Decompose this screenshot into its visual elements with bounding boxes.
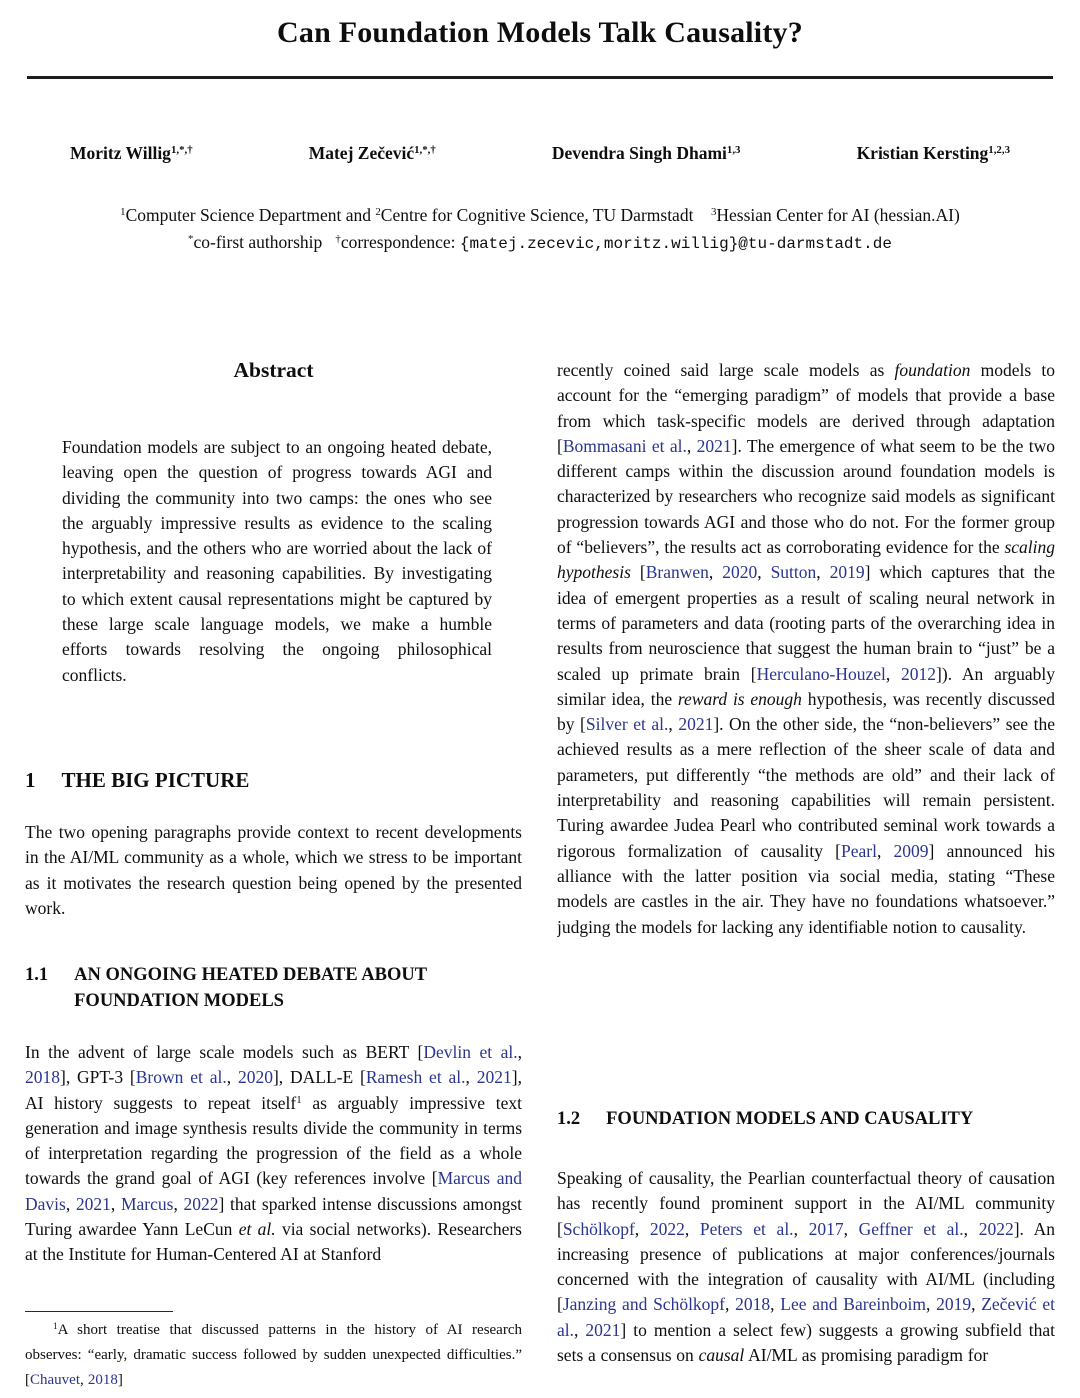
section-number: 1.1 (25, 965, 49, 985)
section-number: 1 (25, 768, 36, 792)
citation-link[interactable]: 2021 (476, 1067, 512, 1088)
section-title: THE BIG PICTURE (61, 768, 250, 792)
citation-link[interactable]: Marcus (120, 1193, 174, 1214)
text-segment: Computer Science Department and (125, 205, 376, 225)
text-segment: ] to mention a select few) suggests a growing subfield that sets a consensus on (557, 1319, 1055, 1366)
text-segment: , (757, 562, 771, 583)
author-affiliation-marks: 1,*,† (170, 144, 193, 157)
text-segment: ], AI history suggests to repeat itself (25, 1067, 522, 1113)
text-segment: , (925, 1294, 937, 1315)
citation-link[interactable]: Zečević et al. (557, 1294, 1055, 1340)
text-segment: , (574, 1319, 586, 1340)
citation-link[interactable]: Lee and Bareinboim (780, 1294, 926, 1315)
citation-link[interactable]: Marcus and Davis (25, 1168, 522, 1214)
text-segment: Centre for Cognitive Science, TU Darmstadt (380, 205, 694, 225)
text-segment: , (885, 663, 902, 684)
text-segment: In the advent of large scale models such as BERT [ (25, 1042, 424, 1062)
text-segment: Hessian Center for AI (hessian.AI) (716, 205, 960, 225)
citation-link[interactable]: 2018 (87, 1372, 118, 1388)
affiliation-block (25, 202, 1055, 258)
citation-link[interactable]: 2021 (585, 1319, 621, 1340)
text-segment: , (686, 435, 697, 456)
section-1-1-paragraph (25, 1040, 522, 1293)
text-segment: ], DALL-E [ (272, 1067, 366, 1088)
citation-link[interactable]: Silver et al. (585, 714, 669, 735)
citation-link[interactable]: 2020 (722, 562, 758, 583)
author-affiliation-marks: 1,2,3 (988, 144, 1010, 157)
text-segment: via social networks). Researchers at the Institute for Human-Centered AI at Stanford (25, 1219, 522, 1265)
text-segment: , (876, 840, 894, 861)
citation-link[interactable]: Devlin et al. (423, 1042, 518, 1062)
text-segment: , (770, 1294, 781, 1315)
authorship-note-line (25, 229, 1055, 258)
section-number: 1.2 (557, 1109, 581, 1129)
text-segment: , (668, 714, 679, 735)
citation-link[interactable]: 2019 (936, 1294, 972, 1315)
two-column-body (25, 358, 1055, 1396)
text-segment: correspondence: (340, 232, 460, 252)
text-segment: foundation (894, 360, 971, 380)
author-affiliation-marks: 1,3 (726, 144, 741, 157)
citation-link[interactable]: 2022 (649, 1218, 685, 1239)
text-segment: A short treatise that discussed patterns in the history of AI research observes: “early, dramatic success followed by sudden unexpected difficulties.” [ (25, 1322, 522, 1388)
author-affiliation-marks: 1,*,† (414, 144, 436, 157)
text-segment: , (971, 1294, 982, 1315)
text-segment: , (684, 1218, 700, 1239)
text-segment: ] which captures that the idea of emergent properties as a result of scaling neural network in terms of parameters and data (rooting parts of the overarching idea in results from neuroscience that suggest the human brain to “just” be a scaled up primate brain [ (557, 562, 1055, 684)
section-1-2-heading (557, 1106, 1055, 1132)
citation-link[interactable]: Brown et al. (135, 1067, 227, 1088)
citation-link[interactable]: 2021 (696, 435, 732, 456)
citation-link[interactable]: 2022 (978, 1218, 1014, 1239)
right-column (557, 358, 1055, 1396)
text-segment: , (65, 1193, 76, 1214)
citation-link[interactable]: Bommasani et al. (562, 435, 687, 456)
text-segment: Speaking of causality, the Pearlian counterfactual theory of causation has recently found prominent support in the AI/ML community [ (557, 1168, 1055, 1239)
text-segment: , (517, 1042, 522, 1062)
text-segment (693, 205, 711, 225)
section-1-1-heading (25, 962, 522, 1014)
section-1-heading (25, 768, 522, 793)
text-segment: hypothesis, was recently discussed by [ (557, 688, 1055, 735)
superscript-mark: 2 (375, 206, 381, 219)
superscript-mark: 1 (120, 206, 126, 219)
citation-link[interactable]: 2017 (808, 1218, 844, 1239)
left-column (25, 358, 522, 1396)
text-segment: , (963, 1218, 979, 1239)
citation-link[interactable]: 2019 (829, 562, 865, 583)
text-segment: recently coined said large scale models as (557, 360, 895, 380)
citation-link[interactable]: Schölkopf (562, 1218, 635, 1239)
text-segment: , (725, 1294, 736, 1315)
text-segment: , (465, 1067, 477, 1088)
text-segment: , (173, 1193, 184, 1214)
citation-link[interactable]: Ramesh et al. (365, 1067, 466, 1088)
paper-title: Can Foundation Models Talk Causality? (277, 16, 803, 49)
text-segment: , (110, 1193, 121, 1214)
citation-link[interactable]: 2009 (893, 840, 929, 861)
author-name: Devendra Singh Dhami$^{1,3}$ (551, 143, 741, 163)
citation-link[interactable]: Branwen (645, 562, 709, 583)
text-segment: , (226, 1067, 238, 1088)
citation-link[interactable]: Herculano-Houzel (756, 663, 886, 684)
text-segment: et al. (238, 1219, 276, 1240)
abstract-text: Foundation models are subject to an ongoing heated debate, leaving open the question of progress towards AGI and dividing the community into two camps: the ones who see the arguably impressive results as evidence to the scaling hypothesis, and the others who are worried about the lack of interpretability and reasoning capabilities. By investigating to which extent causal representations might be captured by these large scale language models, we make a humble efforts towards resolving the ongoing philosophical conflicts. (62, 437, 492, 685)
superscript-mark: † (335, 233, 341, 246)
citation-link[interactable]: 2021 (75, 1193, 111, 1214)
citation-link[interactable]: 2021 (678, 714, 714, 735)
author-list (25, 143, 1055, 164)
text-segment: models to account for the “emerging paradigm” of models that provide a base from which task-specific models are derived through adaptation [ (557, 360, 1055, 456)
text-segment: ] that sparked intense discussions amongst Turing awardee Yann LeCun (25, 1193, 522, 1240)
text-segment: [ (630, 562, 646, 583)
correspondence-email[interactable]: {matej.zecevic,moritz.willig}@tu-darmstadt.de (459, 235, 892, 253)
body-paragraph-right-1 (557, 358, 1055, 1042)
text-segment: ]. On the other side, the “non-believers” see the achieved results as a mere reflection of the sheer scale of data and parameters, put differently “the methods are old” and their lack of interpretability and reasoning capabilities will remain persistent. Turing awardee Judea Pearl who contributed seminal work towards a rigorous formalization of causality [ (557, 714, 1055, 861)
text-segment: reward is enough (677, 688, 802, 709)
text-segment: ], GPT-3 [ (60, 1067, 136, 1088)
text-segment: , (634, 1218, 650, 1239)
citation-link[interactable]: Pearl (841, 840, 877, 861)
affiliation-line-1 (25, 202, 1055, 229)
text-segment: , (80, 1372, 88, 1388)
footnote-1 (25, 1318, 522, 1393)
author-name: Matej Zečević$^{1,*,\dagger}$ (308, 143, 436, 163)
text-segment: ]). An arguably similar idea, the (557, 663, 1055, 709)
text-segment: , (793, 1218, 809, 1239)
text-segment: causal (698, 1345, 745, 1366)
section-1-paragraph: The two opening paragraphs provide context to recent developments in the AI/ML community as a whole, which we stress to be important as it motivates the research question being opened by the presented work. (25, 822, 522, 918)
text-segment: , (843, 1218, 859, 1239)
body-paragraph-right-2 (557, 1166, 1055, 1368)
superscript-mark: 1 (53, 1321, 58, 1332)
author-name: Moritz Willig$^{1,*,\dagger}$ (70, 143, 193, 163)
text-segment: , (708, 562, 723, 583)
section-title: FOUNDATION MODELS AND CAUSALITY (606, 1109, 974, 1129)
text-segment: scaling hypothesis (557, 537, 1055, 583)
text-segment: as arguably impressive text generation and image synthesis results divide the community in terms of interpretation regarding the progression of the field as a whole towards the grand goal of AGI (key references involve [ (25, 1092, 522, 1189)
section-title: AN ONGOING HEATED DEBATE ABOUT FOUNDATION MODELS (74, 965, 427, 1011)
citation-link[interactable]: Peters et al. (699, 1218, 794, 1239)
footnote-rule (25, 1311, 173, 1312)
title-rule (27, 76, 1053, 79)
citation-link[interactable]: 2020 (237, 1067, 273, 1088)
text-segment (322, 232, 335, 252)
text-segment: ] (117, 1372, 123, 1388)
text-segment: co-first authorship (193, 232, 323, 252)
citation-link[interactable]: Chauvet (30, 1372, 80, 1388)
superscript-mark: 1 (296, 1093, 302, 1106)
abstract-heading: Abstract (233, 358, 314, 382)
text-segment: , (816, 562, 830, 583)
text-segment: ]. An increasing presence of publications at major conferences/journals concerned with the integration of causality with AI/ML (including [ (557, 1218, 1055, 1315)
citation-link[interactable]: 2018 (25, 1067, 60, 1088)
text-segment: ] announced his alliance with the latter position via social media, stating “These models are castles in the air. They have no foundations whatsoever.” judging the models for lacking any identifiable notion to causality. (557, 840, 1055, 937)
text-segment: ]. The emergence of what seem to be the two different camps within the discussion around foundation models is characterized by researchers who recognize said models as significant progression towards AGI and those who do not. For the former group of “believers”, the results act as corroborating evidence for the (557, 435, 1055, 558)
text-segment: AI/ML as promising paradigm for (744, 1345, 989, 1366)
citation-link[interactable]: 2012 (901, 663, 937, 684)
superscript-mark: * (188, 233, 194, 246)
citation-link[interactable]: Geffner et al. (858, 1218, 964, 1239)
citation-link[interactable]: 2022 (183, 1193, 219, 1214)
citation-link[interactable]: 2018 (735, 1294, 771, 1315)
citation-link[interactable]: Janzing and Schölkopf (562, 1294, 726, 1315)
superscript-mark: 3 (710, 206, 717, 219)
author-name: Kristian Kersting$^{1,2,3}$ (856, 143, 1010, 163)
citation-link[interactable]: Sutton (770, 562, 817, 583)
